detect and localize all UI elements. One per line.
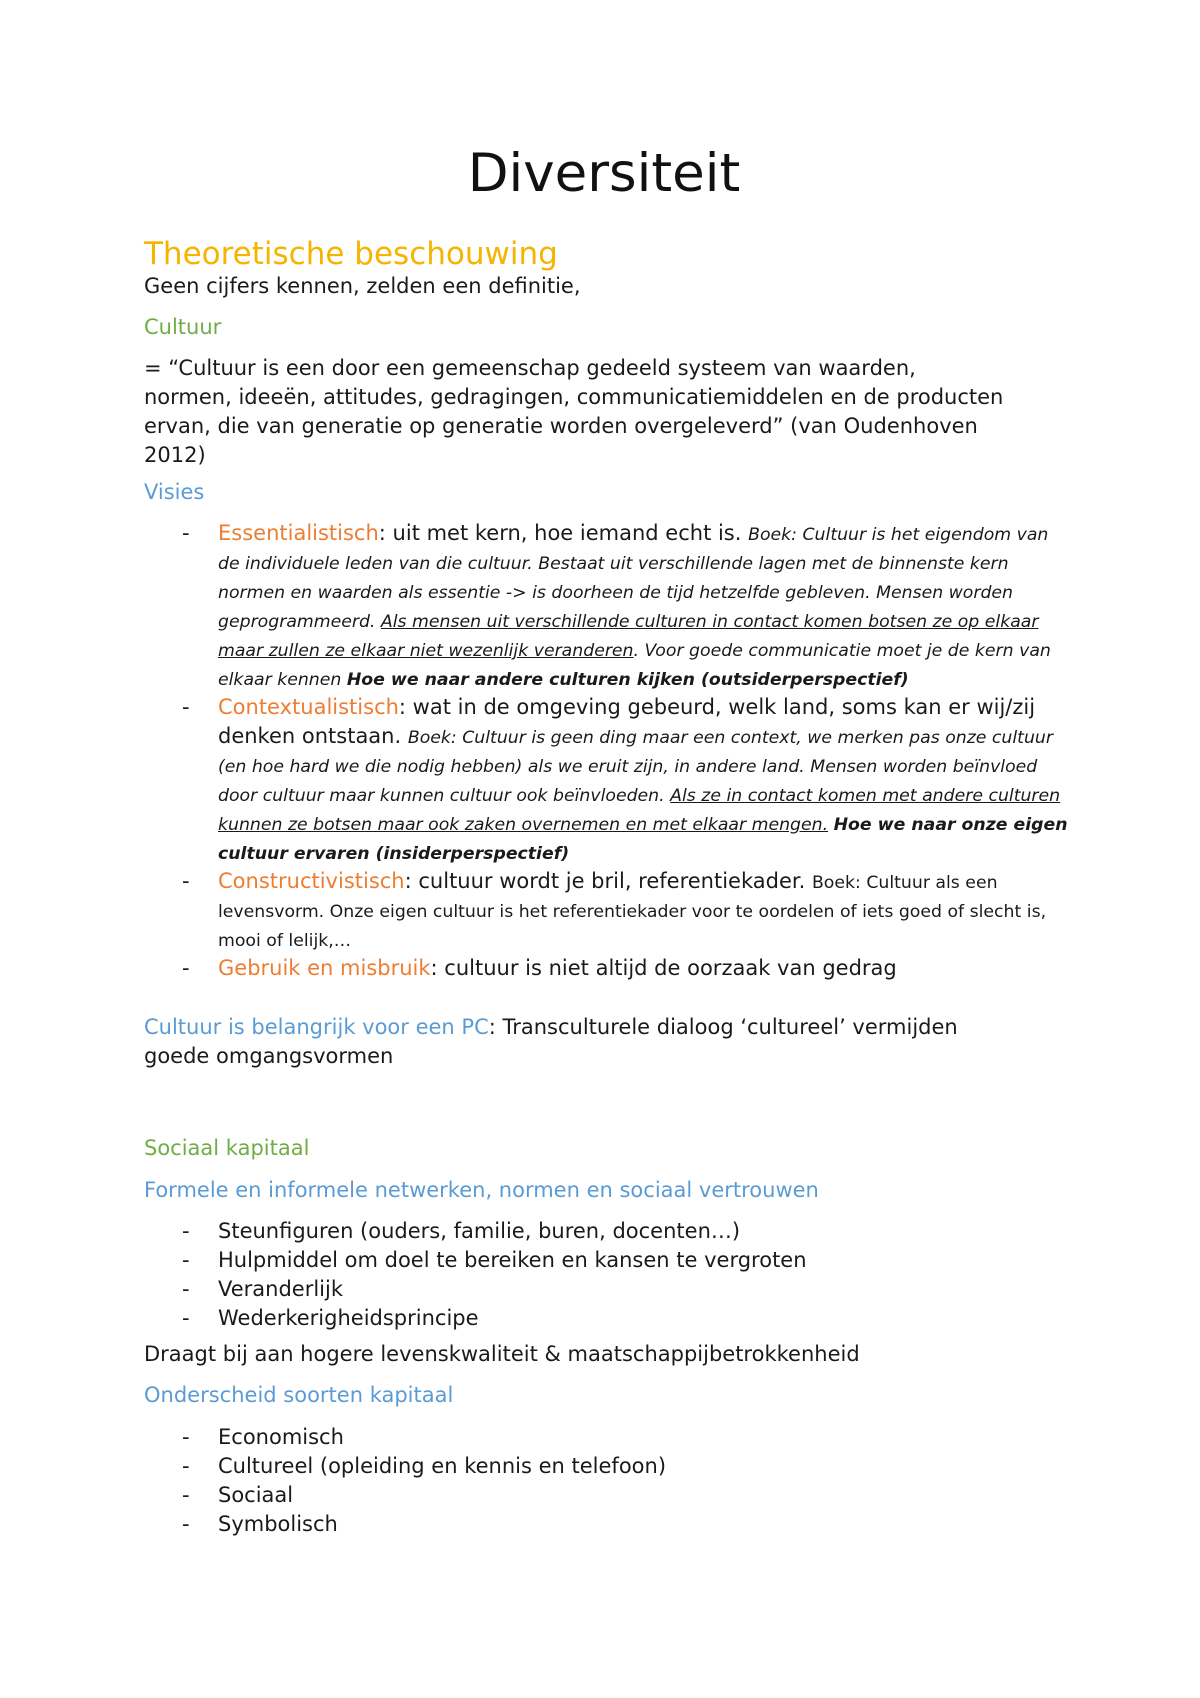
list-item: - Wederkerigheidsprincipe [144, 1304, 1044, 1333]
list-item [144, 867, 1074, 954]
list-item: - Economisch [144, 1423, 1044, 1452]
list-item [144, 954, 1074, 983]
visie-small: Boek: Cultuur als een levensvorm. Onze eigen cultuur is het referentiekader voor te oordelen of iets goed of slecht is, mooi of lelijk,… [218, 873, 1047, 951]
visie-term: Contextualistisch [218, 695, 399, 719]
list-item: - Sociaal [144, 1481, 1044, 1510]
section-heading: Theoretische beschouwing [144, 236, 558, 272]
visie-boek: Boek: Cultuur is het eigendom van de individuele leden van die cultuur. Bestaat uit verschillende lagen met de binnenste kern normen en waarden als essentie -> is doorheen de tijd hetzelfde gebleven. Mensen worden geprogrammeerd. [218, 525, 1049, 632]
list-item: - Steunfiguren (ouders, familie, buren, docenten…) [144, 1217, 1044, 1246]
list-item: - Symbolisch [144, 1510, 1044, 1539]
pc-text: : Transculturele dialoog ‘cultureel’ vermijden goede omgangsvormen [144, 1015, 958, 1068]
list-item [144, 693, 1074, 867]
sociaal-heading: Sociaal kapitaal [144, 1136, 310, 1160]
list-item: - Hulpmiddel om doel te bereiken en kansen te vergroten [144, 1246, 1044, 1275]
list-item: - Veranderlijk [144, 1275, 1044, 1304]
visie-term: Constructivistisch [218, 869, 405, 893]
intro-text: Geen cijfers kennen, zelden een definitie, [144, 274, 581, 298]
visie-after: . Voor goede communicatie moet je de kern van elkaar kennen [218, 641, 1051, 690]
kapitaal-heading: Onderscheid soorten kapitaal [144, 1383, 454, 1407]
visie-underlined: Als ze in contact komen met andere culturen kunnen ze botsen maar ook zaken overnemen en met elkaar mengen. [218, 786, 1061, 835]
cultuur-definition: = “Cultuur is een door een gemeenschap gedeeld systeem van waarden, normen, ideeën, attitudes, gedragingen, communicatiemiddelen en de producten ervan, die van generatie op generatie worden overgeleverd” (van Oudenhoven 2012) [144, 356, 1004, 467]
list-item [144, 519, 1074, 693]
visie-text: : cultuur is niet altijd de oorzaak van gedrag [430, 956, 897, 980]
visie-bold: Hoe we naar andere culturen kijken (outsiderperspectief) [346, 670, 909, 690]
cultuur-heading: Cultuur [144, 315, 222, 339]
pc-label: Cultuur is belangrijk voor een PC [144, 1015, 489, 1039]
visie-underlined: Als mensen uit verschillende culturen in contact komen botsen ze op elkaar maar zullen ze elkaar niet wezenlijk veranderen [218, 612, 1039, 661]
sociaal-subheading: Formele en informele netwerken, normen en sociaal vertrouwen [144, 1178, 819, 1202]
visies-list [144, 519, 1074, 983]
visie-bold: Hoe we naar onze eigen cultuur ervaren (insiderperspectief) [218, 815, 1068, 864]
visie-term: Gebruik en misbruik [218, 956, 431, 980]
visies-heading: Visies [144, 480, 205, 504]
visie-text: : wat in de omgeving gebeurd, welk land, soms kan er wij/zij denken ontstaan. [218, 695, 1036, 748]
visie-text: : uit met kern, hoe iemand echt is. [378, 521, 749, 545]
kapitaal-list [144, 1423, 1044, 1539]
visie-text: : cultuur wordt je bril, referentiekader. [404, 869, 812, 893]
sociaal-conclusion: Draagt bij aan hogere levenskwaliteit & maatschappijbetrokkenheid [144, 1342, 860, 1366]
document-title: Diversiteit [467, 143, 741, 204]
visie-boek: Boek: Cultuur is geen ding maar een context, we merken pas onze cultuur (en hoe hard we die nodig hebben) als we eruit zijn, in andere land. Mensen worden beïnvloed door cultuur maar kunnen cultuur ook beïnvloeden. [218, 728, 1053, 806]
list-item: - Cultureel (opleiding en kennis en telefoon) [144, 1452, 1044, 1481]
sociaal-list [144, 1217, 1044, 1333]
pc-paragraph [144, 1013, 1024, 1071]
visie-term: Essentialistisch [218, 521, 379, 545]
